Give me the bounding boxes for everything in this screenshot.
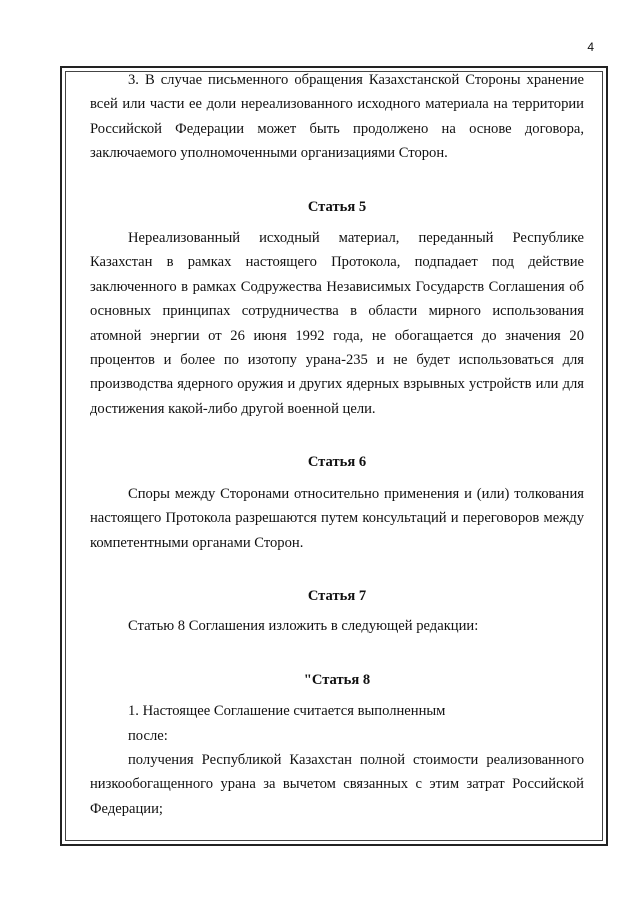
article-8-after: после: bbox=[128, 727, 168, 744]
paragraph-3: 3. В случае письменного обращения Казахстанской Стороны хранение всей или части ее доли нереализованного исходного материала на территории Российской Федерации может быть продолжено на основе договора, заключаемого уполномоченными организациями Сторон. bbox=[90, 72, 584, 162]
article-8-item-1: 1. Настоящее Соглашение считается выполненным bbox=[128, 703, 446, 720]
article-6-text: Споры между Сторонами относительно применения и (или) толкования настоящего Протокола разрешаются путем консультаций и переговоров между компетентными органами Сторон. bbox=[90, 485, 584, 551]
article-5-text: Нереализованный исходный материал, переданный Республике Казахстан в рамках настоящего Протокола, подпадает под действие заключенного в рамках Содружества Независимых Государств Соглашения об основных принципах сотрудничества в области мирного использования атомной энергии от 26 июня 1992 года, не обогащается до значения 20 процентов и более по изотопу урана-235 и не будет использоваться для производства ядерного оружия и других ядерных взрывных устройств или для достижения какой-либо другой военной цели. bbox=[90, 230, 584, 417]
article-7-heading: Статья 7 bbox=[307, 587, 367, 604]
article-8-heading: "Статья 8 bbox=[303, 671, 371, 688]
page-number: 4 bbox=[587, 40, 594, 54]
article-8-condition-1: получения Республикой Казахстан полной стоимости реализованного низкообогащенного урана за вычетом связанных с этим затрат Российской Федерации; bbox=[90, 751, 584, 817]
article-5-heading: Статья 5 bbox=[307, 198, 367, 215]
article-7-text: Статью 8 Соглашения изложить в следующей редакции: bbox=[128, 618, 479, 635]
article-6-heading: Статья 6 bbox=[307, 454, 367, 471]
document-body bbox=[90, 68, 584, 821]
